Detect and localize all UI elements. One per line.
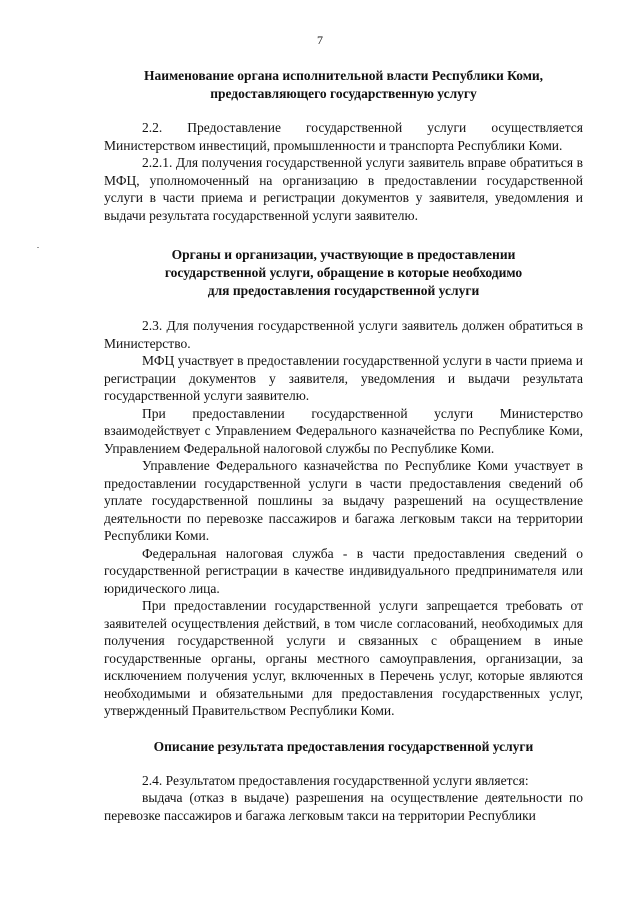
page-content bbox=[104, 60, 583, 824]
section-heading-line: для предоставления государственной услуги bbox=[207, 283, 480, 298]
section-result-description bbox=[104, 738, 583, 825]
section-heading-line: Наименование органа исполнительной власти Республики Коми, bbox=[143, 68, 544, 83]
paragraph-treasury: Управление Федерального казначейства по Республике Коми участвует в предоставлении государственной услуги в части предоставления сведений об уплате государственной пошлины за выдачу разрешений на осуществление деятельности по перевозке пассажиров и багажа легковым такси на территории Республики Коми. bbox=[104, 458, 583, 543]
section-participating-bodies bbox=[104, 246, 583, 720]
section-executive-body bbox=[104, 67, 583, 224]
paragraph-mfc: МФЦ участвует в предоставлении государственной услуги в части приема и регистрации документов у заявителя, уведомления и выдачи результата государственной услуги заявителю. bbox=[104, 353, 583, 403]
section-heading-line: государственной услуги, обращение в которые необходимо bbox=[164, 265, 523, 280]
paragraph-tax-service: Федеральная налоговая служба - в части предоставления сведений о государственной регистрации в качестве индивидуального предпринимателя или юридического лица. bbox=[104, 545, 583, 596]
paragraph-interaction: При предоставлении государственной услуги Министерство взаимодействует с Управлением Федерального казначейства по Республике Коми, Управлением Федеральной налоговой службы по Республике Коми. bbox=[104, 405, 583, 456]
page-number: 7 bbox=[317, 33, 323, 47]
paragraph-result-issuance: выдача (отказ в выдаче) разрешения на осуществление деятельности по перевозке пассажиров и багажа легковым такси на территории Республики bbox=[104, 790, 583, 823]
paragraph-2-3: 2.3. Для получения государственной услуги заявитель должен обратиться в Министерство. bbox=[104, 318, 583, 351]
section-heading-line: предоставляющего государственную услугу bbox=[210, 86, 477, 101]
margin-mark bbox=[37, 247, 39, 248]
section-heading-line: Органы и организации, участвующие в предоставлении bbox=[171, 247, 516, 262]
section-heading-line: Описание результата предоставления государственной услуги bbox=[153, 738, 534, 754]
paragraph-2-4: 2.4. Результатом предоставления государственной услуги является: bbox=[142, 772, 529, 788]
paragraph-2-2-1: 2.2.1. Для получения государственной услуги заявитель вправе обратиться в МФЦ, уполномоченный на организацию в предоставлении государственной услуги в части приема и регистрации документов у заявителя, уведомления и выдачи результата государственной услуги заявителю. bbox=[104, 155, 583, 223]
paragraph-prohibition: При предоставлении государственной услуги запрещается требовать от заявителей осуществления действий, в том числе согласований, необходимых для получения государственной услуги и связанных с обращением в иные государственные органы, органы местного самоуправления, организации, за исключением получения услуг, включенных в Перечень услуг, которые являются необходимыми и обязательными для предоставления государственных услуг, утвержденный Правительством Республики Коми. bbox=[104, 598, 583, 718]
paragraph-2-2: 2.2. Предоставление государственной услуги осуществляется Министерством инвестиций, промышленности и транспорта Республики Коми. bbox=[104, 120, 583, 153]
